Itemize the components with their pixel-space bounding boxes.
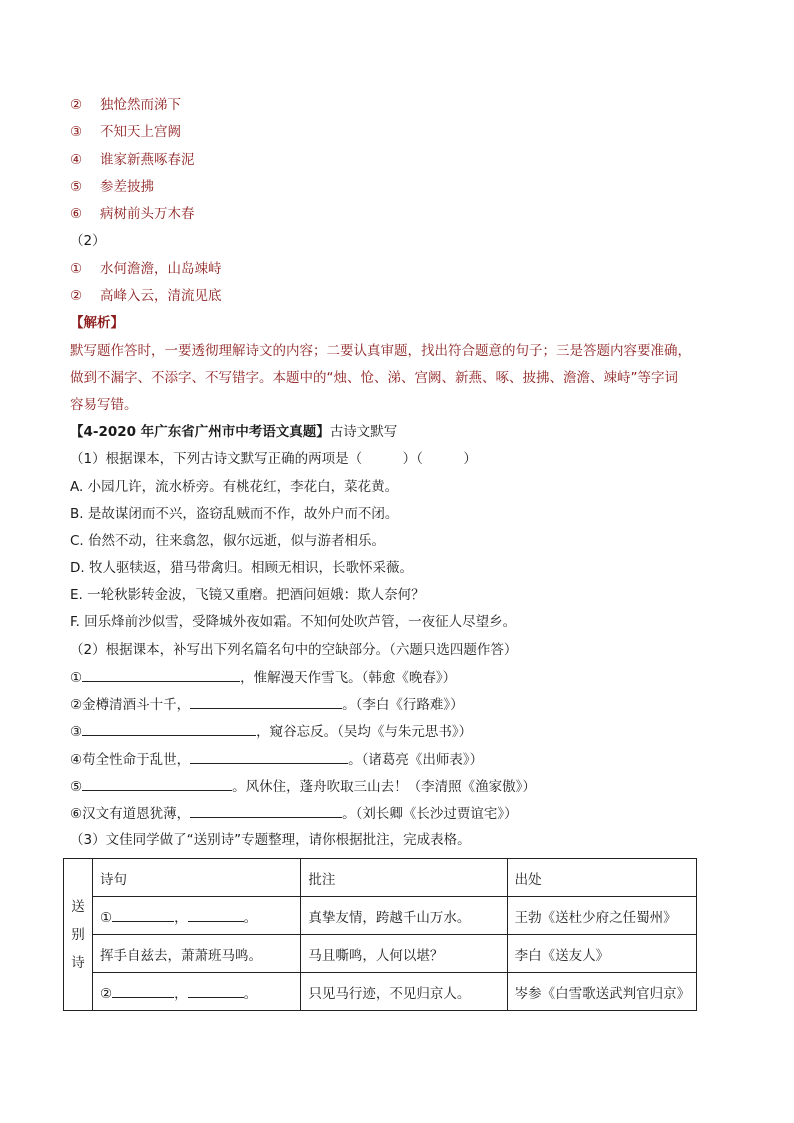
item-number: ② [70, 97, 83, 113]
period: 。 [243, 909, 258, 926]
answer-text: 谁家新燕啄春泥 [100, 152, 195, 168]
fill-prefix: ②金樽清酒斗十千， [70, 697, 191, 713]
fill-suffix: 。（诸葛亮《出师表》） [348, 752, 484, 768]
column-header-note: 批注 [301, 859, 507, 897]
answer-text: 参差披拂 [100, 179, 154, 195]
fill-item [70, 750, 483, 769]
option-f: F. 回乐烽前沙似雪，受降城外夜如霜。不知何处吹芦管，一夜征人尽望乡。 [70, 614, 517, 630]
answer-blank[interactable] [112, 984, 174, 998]
source-cell: 王勃《送杜少府之任蜀州》 [507, 897, 696, 935]
blank-number: ① [100, 909, 113, 926]
item-number: ④ [70, 152, 83, 168]
fill-prefix: ⑥汉文有道恩犹薄， [70, 806, 191, 822]
answer-text: 水何澹澹，山岛竦峙 [100, 261, 222, 277]
analysis-line: 默写题作答时，一要透彻理解诗文的内容；二要认真审题，找出符合题意的句子；三是答题内容要准确， [70, 343, 691, 359]
fill-prefix: ③ [70, 724, 83, 740]
answer-item [70, 287, 222, 305]
option-a: A. 小园几许，流水桥旁。有桃花红，李花白，菜花黄。 [70, 479, 399, 495]
fill-suffix: ，窥谷忘反。（吴均《与朱元思书》） [256, 724, 473, 740]
note-cell: 只见马行迹，不见归京人。 [301, 973, 507, 1011]
period: 。 [243, 985, 258, 1002]
answer-item [70, 151, 195, 169]
comma: ， [174, 985, 188, 1002]
item-number: ② [70, 288, 83, 304]
column-header-source: 出处 [507, 859, 696, 897]
side-char: 诗 [71, 954, 85, 971]
answer-text: 病树前头万木春 [100, 206, 195, 222]
farewell-poem-table [63, 858, 697, 1011]
answer-blank[interactable] [112, 908, 174, 922]
answer-text: 不知天上宫阙 [100, 124, 181, 140]
answer-item [70, 96, 181, 114]
option-e: E. 一轮秋影转金波，飞镜又重磨。把酒问姮娥：欺人奈何？ [70, 587, 425, 603]
option-d: D. 牧人驱犊返，猎马带禽归。相顾无相识，长歌怀采薇。 [70, 560, 413, 576]
question-3: （3）文佳同学做了“送别诗”专题整理，请你根据批注，完成表格。 [70, 832, 471, 848]
question-topic: 古诗文默写 [329, 424, 398, 440]
analysis-line: 做到不漏字、不添字、不写错字。本题中的“烛、怆、涕、宫阙、新燕、啄、披拂、澹澹、竦峙”等字词 [70, 370, 678, 386]
answer-blank[interactable] [190, 695, 342, 709]
answer-blank[interactable] [82, 777, 232, 791]
answer-item [70, 123, 181, 141]
question-source: 【4-2020 年广东省广州市中考语文真题】 [70, 424, 330, 440]
table-header-row [64, 859, 697, 897]
source-cell: 李白《送友人》 [507, 935, 696, 973]
answer-blank[interactable] [188, 908, 244, 922]
option-b: B. 是故谋闭而不兴，盗窃乱贼而不作，故外户而不闭。 [70, 506, 399, 522]
fill-prefix: ⑤ [70, 779, 83, 795]
answer-blank[interactable] [190, 750, 348, 764]
note-cell: 真挚友情，跨越千山万水。 [301, 897, 507, 935]
poem-cell: 挥手自兹去，萧萧班马鸣。 [93, 935, 301, 973]
side-char: 送 [71, 898, 85, 915]
fill-item [70, 695, 464, 714]
question-header [70, 423, 397, 441]
fill-item [70, 668, 456, 687]
source-cell: 岑参《白雪歌送武判官归京》 [507, 973, 696, 1011]
answer-item [70, 178, 154, 196]
note-cell: 马且嘶鸣，人何以堪？ [301, 935, 507, 973]
fill-item [70, 804, 518, 823]
answer-text: 高峰入云，清流见底 [100, 288, 222, 304]
answer-text: 独怆然而涕下 [100, 97, 181, 113]
fill-suffix: 。（李白《行路难》） [342, 697, 464, 713]
answer-item [70, 205, 195, 223]
fill-suffix: 。风休住，蓬舟吹取三山去！（李清照《渔家傲》） [232, 779, 536, 795]
option-c: C. 佁然不动，往来翕忽，俶尔远逝，似与游者相乐。 [70, 533, 386, 549]
analysis-line: 容易写错。 [70, 397, 138, 413]
blank-number: ② [100, 985, 113, 1002]
item-number: ① [70, 261, 83, 277]
poem-cell [93, 973, 301, 1011]
item-number: ⑥ [70, 206, 83, 222]
item-number: ③ [70, 124, 83, 140]
answer-blank[interactable] [188, 984, 244, 998]
part2-label: （2） [70, 233, 106, 249]
answer-blank[interactable] [82, 722, 256, 736]
comma: ， [174, 909, 188, 926]
table-side-label [64, 859, 93, 1011]
table-row [64, 897, 697, 935]
question-1: （1）根据课本，下列古诗文默写正确的两项是（ ）（ ） [70, 451, 477, 467]
question-2: （2）根据课本，补写出下列名篇名句中的空缺部分。（六题只选四题作答） [70, 642, 518, 658]
analysis-heading: 【解析】 [70, 315, 124, 331]
fill-prefix: ④苟全性命于乱世， [70, 752, 191, 768]
fill-item [70, 722, 472, 741]
answer-item [70, 260, 222, 278]
poem-cell [93, 897, 301, 935]
fill-prefix: ① [70, 670, 83, 686]
fill-item [70, 777, 536, 796]
table-row [64, 935, 697, 973]
fill-suffix: 。（刘长卿《长沙过贾谊宅》） [342, 806, 518, 822]
answer-blank[interactable] [190, 804, 342, 818]
column-header-poem: 诗句 [93, 859, 301, 897]
side-char: 别 [71, 926, 85, 943]
item-number: ⑤ [70, 179, 83, 195]
answer-blank[interactable] [82, 668, 240, 682]
fill-suffix: ，惟解漫天作雪飞。（韩愈《晚春》） [240, 670, 457, 686]
table-row [64, 973, 697, 1011]
